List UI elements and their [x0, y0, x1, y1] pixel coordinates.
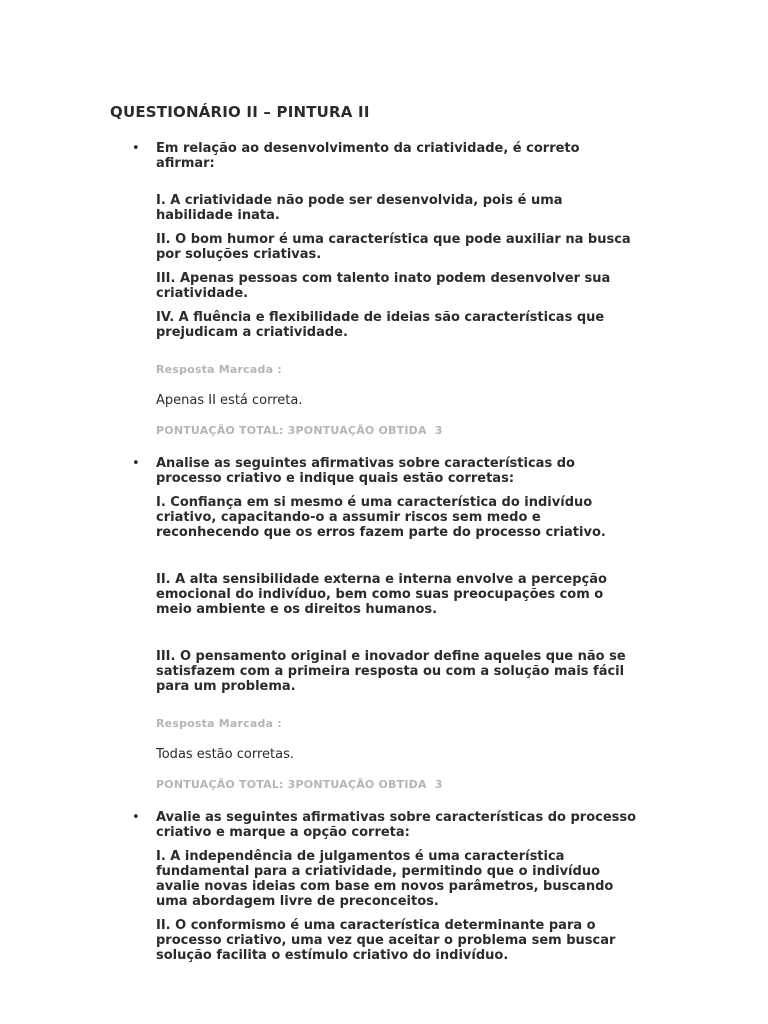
statement-3: III. Apenas pessoas com talento inato podem desenvolver sua criatividade.	[156, 271, 611, 301]
statement-3: III. O pensamento original e inovador define aqueles que não se satisfazem com a primeira resposta ou com a solução mais fácil para um problema.	[156, 649, 626, 694]
bullet-marker: •	[132, 141, 140, 156]
question-prompt: Em relação ao desenvolvimento da criatividade, é correto afirmar:	[156, 141, 580, 171]
statement-2: II. O bom humor é uma característica que pode auxiliar na busca por soluções criativas.	[156, 232, 631, 262]
marked-answer-label: Resposta Marcada :	[156, 363, 282, 376]
statement-4: IV. A fluência e flexibilidade de ideias são características que prejudicam a criatividade.	[156, 310, 605, 340]
statement-1: I. A independência de julgamentos é uma característica fundamental para a criatividade, permitindo que o indivíduo avalie novas ideias com base em novos parâmetros, buscando uma abordagem livre de preconceitos.	[156, 849, 614, 909]
question-2	[110, 456, 670, 792]
marked-answer-label: Resposta Marcada :	[156, 717, 282, 730]
question-prompt: Avalie as seguintes afirmativas sobre características do processo criativo e marque a opção correta:	[156, 810, 637, 840]
question-1	[110, 141, 670, 438]
score-line: PONTUAÇÃO TOTAL: 3PONTUAÇÃO OBTIDA 3	[156, 778, 443, 791]
statement-1: I. A criatividade não pode ser desenvolvida, pois é uma habilidade inata.	[156, 193, 563, 223]
question-3	[110, 810, 670, 963]
document-page	[110, 103, 670, 963]
statement-2: II. A alta sensibilidade externa e interna envolve a percepção emocional do indivíduo, bem como suas preocupações com o meio ambiente e os direitos humanos.	[156, 572, 607, 617]
document-title: QUESTIONÁRIO II – PINTURA II	[110, 103, 370, 121]
score-line: PONTUAÇÃO TOTAL: 3PONTUAÇÃO OBTIDA 3	[156, 424, 443, 437]
marked-answer: Apenas II está correta.	[156, 393, 303, 408]
statement-2: II. O conformismo é uma característica determinante para o processo criativo, uma vez que aceitar o problema sem buscar solução facilita o estímulo criativo do indivíduo.	[156, 918, 616, 963]
marked-answer: Todas estão corretas.	[156, 747, 294, 762]
statement-1: I. Confiança em si mesmo é uma característica do indivíduo criativo, capacitando-o a assumir riscos sem medo e reconhecendo que os erros fazem parte do processo criativo.	[156, 495, 606, 540]
bullet-marker: •	[132, 810, 140, 825]
question-prompt: Analise as seguintes afirmativas sobre características do processo criativo e indique quais estão corretas:	[156, 456, 575, 486]
bullet-marker: •	[132, 456, 140, 471]
